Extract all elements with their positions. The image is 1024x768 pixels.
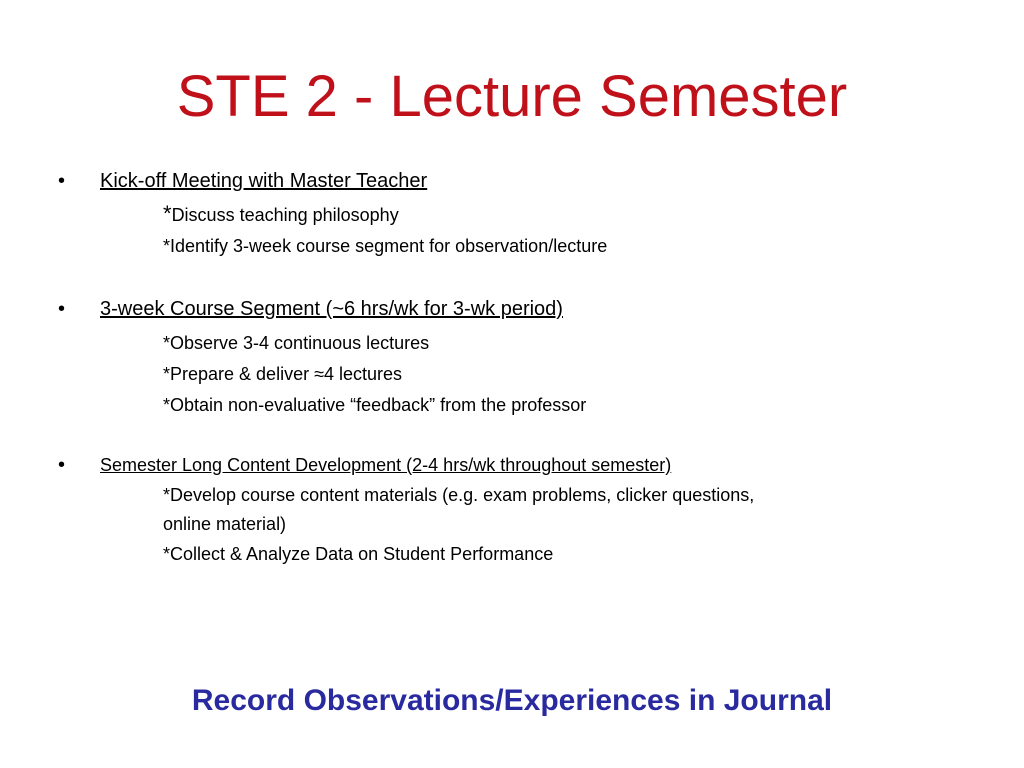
bullet-marker: • xyxy=(58,298,66,320)
section-heading-course-segment: 3-week Course Segment (~6 hrs/wk for 3-wk period) xyxy=(100,298,563,320)
list-item-collect-analyze: *Collect & Analyze Data on Student Performance xyxy=(163,544,554,564)
bullet-marker: • xyxy=(58,454,66,476)
list-item-identify-segment: *Identify 3-week course segment for observation/lecture xyxy=(163,236,608,256)
list-item-develop-content: *Develop course content materials (e.g. exam problems, clicker questions, xyxy=(163,485,755,505)
footer-callout: Record Observations/Experiences in Journal xyxy=(191,684,833,717)
section-heading-kickoff: Kick-off Meeting with Master Teacher xyxy=(100,170,428,192)
asterisk-marker: * xyxy=(163,201,172,226)
list-item-online-material: online material) xyxy=(163,514,287,534)
list-item-observe-lectures: *Observe 3-4 continuous lectures xyxy=(163,333,430,353)
slide-title: STE 2 - Lecture Semester xyxy=(176,64,848,129)
list-item-discuss-philosophy xyxy=(163,201,399,228)
list-item-text: Discuss teaching philosophy xyxy=(171,205,399,225)
section-heading-content-development: Semester Long Content Development (2-4 hrs/wk throughout semester) xyxy=(100,455,672,475)
list-item-prepare-deliver: *Prepare & deliver ≈4 lectures xyxy=(163,364,402,384)
bullet-marker: • xyxy=(58,170,66,192)
list-item-obtain-feedback: *Obtain non-evaluative “feedback” from the professor xyxy=(163,395,587,415)
